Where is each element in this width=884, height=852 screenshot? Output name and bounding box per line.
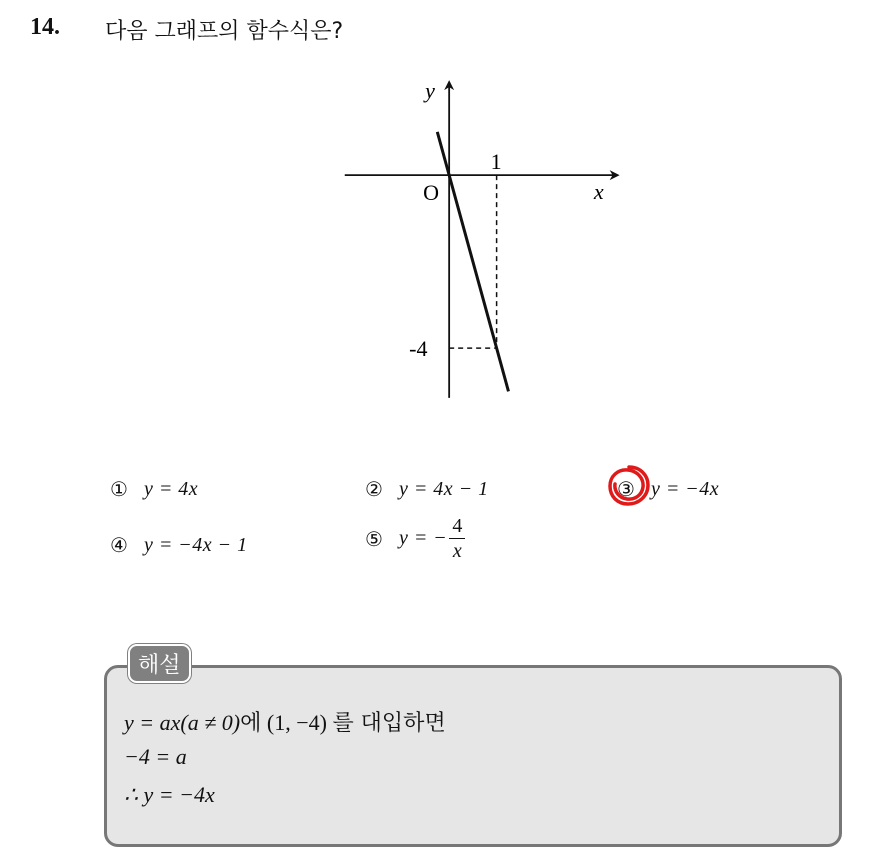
explanation-math-2: −4 = a bbox=[124, 744, 187, 769]
answer-circle-mark bbox=[604, 461, 654, 511]
choice-5[interactable] bbox=[365, 514, 465, 563]
choice-2-number: ② bbox=[365, 477, 383, 501]
explanation-math-3: ∴ y = −4x bbox=[124, 782, 215, 807]
choice-4-number: ④ bbox=[110, 533, 128, 557]
explanation-line-3 bbox=[124, 782, 215, 808]
choice-3-equation: y = −4x bbox=[650, 477, 720, 500]
question-number: 14. bbox=[30, 14, 60, 40]
choice-5-fraction bbox=[449, 514, 465, 563]
explanation-tag: 해설 bbox=[128, 644, 191, 683]
explanation-korean-1: 에 bbox=[240, 711, 262, 736]
fraction-denominator: x bbox=[452, 540, 462, 562]
choice-3-number: ③ bbox=[617, 477, 635, 501]
choice-4-equation: y = −4x − 1 bbox=[143, 533, 248, 556]
x-axis-label: x bbox=[593, 179, 604, 205]
question-text: 다음 그래프의 함수식은? bbox=[105, 19, 344, 44]
origin-label: O bbox=[423, 180, 440, 206]
y-axis-label: y bbox=[425, 80, 435, 104]
explanation-point: (1, −4) bbox=[266, 710, 327, 735]
choice-2[interactable] bbox=[365, 477, 489, 501]
choice-1-equation: y = 4x bbox=[143, 477, 199, 500]
x-tick-label: 1 bbox=[490, 149, 502, 175]
function-graph bbox=[340, 80, 620, 400]
y-tick-label: -4 bbox=[409, 336, 428, 362]
choice-5-number: ⑤ bbox=[365, 526, 383, 551]
explanation-korean-2: 를 대입하면 bbox=[332, 711, 446, 736]
fraction-numerator: 4 bbox=[449, 514, 465, 539]
choice-1[interactable] bbox=[110, 477, 198, 501]
choice-5-equation-prefix: y = − bbox=[398, 527, 448, 549]
choice-1-number: ① bbox=[110, 477, 128, 501]
explanation-line-1 bbox=[124, 706, 446, 737]
explanation-line-2 bbox=[124, 744, 187, 770]
explanation-math-1: y = ax(a ≠ 0) bbox=[124, 710, 241, 735]
explanation-box bbox=[104, 665, 842, 847]
choice-4[interactable] bbox=[110, 533, 248, 557]
choice-2-equation: y = 4x − 1 bbox=[398, 477, 489, 500]
